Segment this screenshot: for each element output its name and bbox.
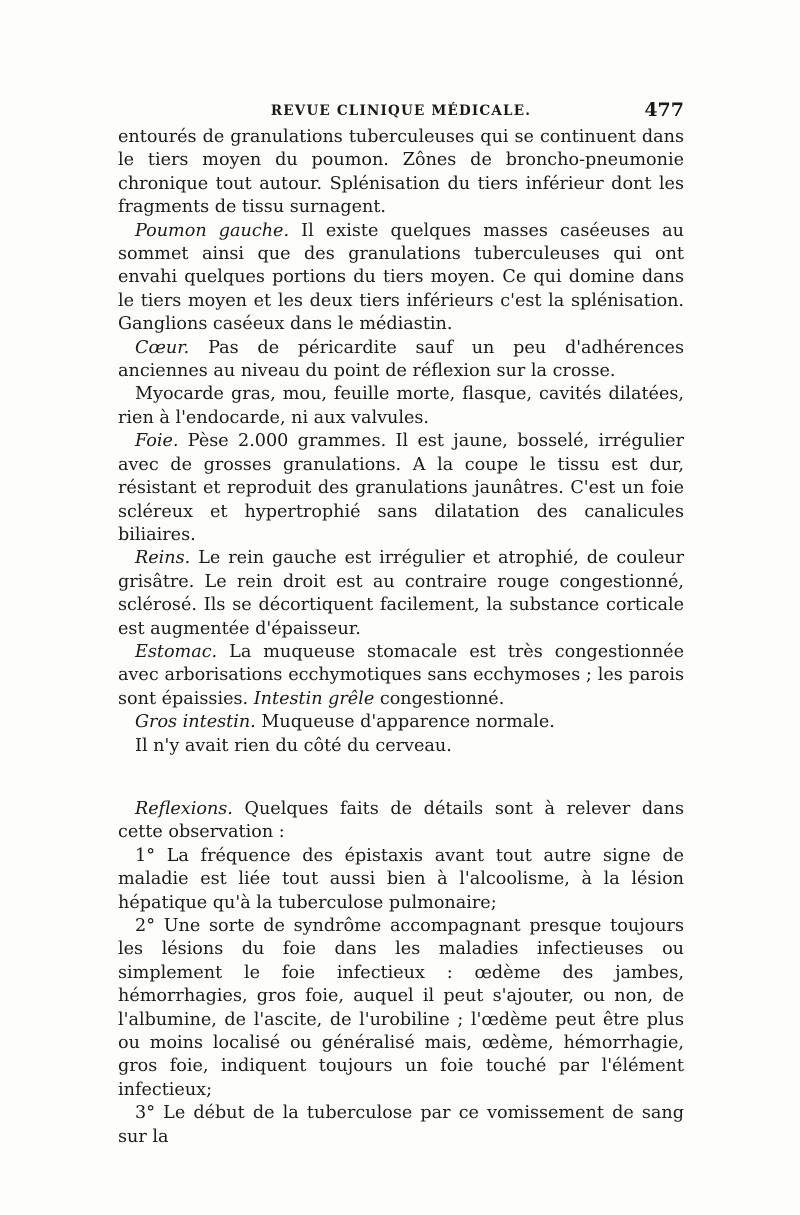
section-label-large-intestine: Gros intestin.: [135, 712, 256, 733]
section-label-small-intestine: Intestin grêle: [253, 688, 375, 709]
section-label-heart: Cœur.: [135, 337, 190, 358]
paragraph-heart: [118, 337, 684, 384]
paragraph-left-lung-text: Il existe quelques masses caséeuses au sommet ainsi que des granulations tuberculeuses qui ont envahi quelques portions du tiers moyen. Ce qui domine dans le tiers moyen et les deux tiers inférieurs c'est la splénisation. Ganglions caséeux dans le médiastin.: [118, 220, 684, 335]
page-number: 477: [644, 99, 684, 121]
paragraph-stomach: [118, 641, 684, 711]
paragraph-kidneys-text: Le rein gauche est irrégulier et atrophié, de couleur grisâtre. Le rein droit est au contraire rouge congestionné, sclérosé. Ils se décortiquent facilement, la substance corticale est augmentée d'épaisseur.: [118, 548, 684, 639]
paragraph-kidneys: [118, 547, 684, 641]
paragraph-liver: [118, 430, 684, 547]
paragraph-heart-text: Pas de péricardite sauf un peu d'adhérences anciennes au niveau du point de réflexion sur la crosse.: [118, 337, 684, 382]
paragraph-stomach-text: La muqueuse stomacale est très congestionnée avec arborisations ecchymotiques sans ecchymoses ; les parois sont épaissies.: [118, 641, 684, 709]
section-label-liver: Foie.: [135, 431, 179, 452]
paragraph-lung-right-end: entourés de granulations tuberculeuses qui se continuent dans le tiers moyen du poumon. Zônes de broncho-pneumonie chronique tout autour. Splénisation du tiers inférieur dont les fragments de tissu surnagent.: [118, 127, 684, 218]
paragraph-reflections-text: Quelques faits de détails sont à relever dans cette observation :: [118, 798, 684, 843]
paragraph-point-1: 1° La fréquence des épistaxis avant tout autre signe de maladie est liée tout aussi bien à l'alcoolisme, à la lésion hépatique qu'à la tuberculose pulmonaire;: [118, 845, 684, 913]
running-header: [118, 97, 684, 125]
paragraph-point-2: 2° Une sorte de syndrôme accompagnant presque toujours les lésions du foie dans les maladies infectieuses ou simplement le foie infectieux : œdème des jambes, hémorrhagies, gros foie, auquel il peut s'ajouter, ou non, de l'albumine, de l'ascite, de l'urobiline ; l'œdème peut être plus ou moins localisé ou généralisé mais, œdème, hémorrhagie, gros foie, indiquent toujours un foie touché par l'élément infectieux;: [118, 916, 684, 1100]
section-label-stomach: Estomac.: [135, 641, 218, 662]
running-title: REVUE CLINIQUE MÉDICALE.: [270, 103, 532, 119]
paragraph-myocardium: Myocarde gras, mou, feuille morte, flasque, cavités dilatées, rien à l'endocarde, ni aux valvules.: [118, 384, 684, 428]
section-label-kidneys: Reins.: [135, 548, 191, 569]
paragraph-large-intestine-text: Muqueuse d'apparence normale.: [255, 712, 555, 733]
body-text: [118, 126, 684, 1149]
paragraph-reflections: [118, 798, 684, 845]
paragraph-brain: Il n'y avait rien du côté du cerveau.: [135, 735, 452, 756]
section-label-left-lung: Poumon gauche.: [135, 220, 290, 241]
paragraph-large-intestine: [118, 711, 684, 734]
paragraph-left-lung: [118, 220, 684, 337]
paragraph-small-intestine-text: congestionné.: [374, 688, 505, 709]
section-gap: [118, 758, 684, 798]
paragraph-liver-text: Pèse 2.000 grammes. Il est jaune, bosselé, irrégulier avec de grosses granulations. A la coupe le tissu est dur, résistant et reproduit des granulations jaunâtres. C'est un foie scléreux et hypertrophié sans dilatation des canalicules biliaires.: [118, 431, 684, 545]
paragraph-point-3: 3° Le début de la tuberculose par ce vomissement de sang sur la: [118, 1103, 684, 1147]
section-label-reflections: Reflexions.: [135, 798, 233, 819]
